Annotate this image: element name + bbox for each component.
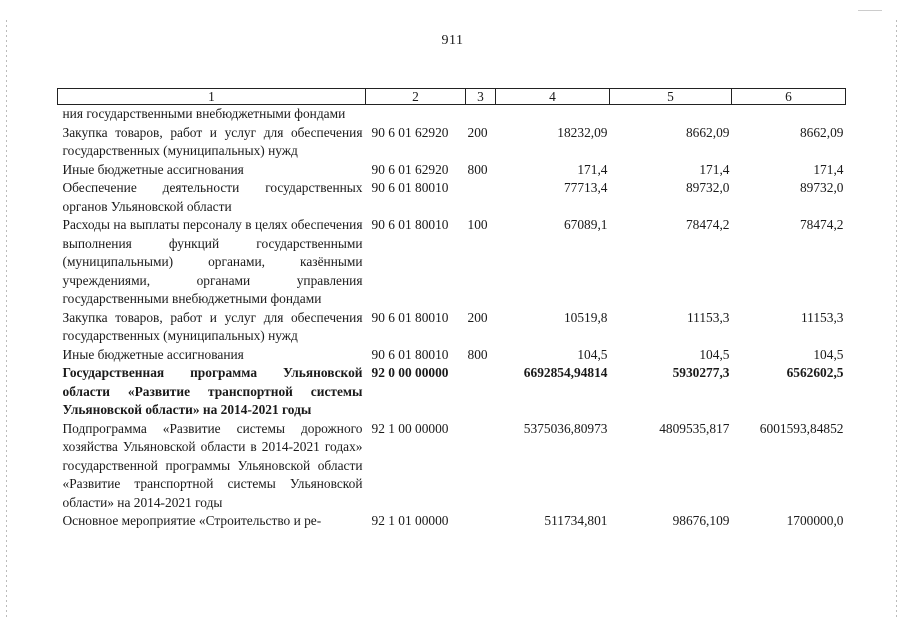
row-code: 90 6 01 62920 <box>371 124 449 140</box>
row-value-3: 8662,09 <box>799 124 844 140</box>
row-vr: 200 <box>467 124 488 140</box>
row-value-1: 18232,09 <box>557 124 608 140</box>
row-value-2: 4809535,817 <box>659 420 730 436</box>
row-name: Основное мероприятие «Строительство и ре- <box>62 513 322 528</box>
table-row <box>58 309 846 346</box>
row-code: 92 1 01 00000 <box>371 513 449 528</box>
row-value-1: 6692854,94814 <box>523 365 608 380</box>
row-code: 90 6 01 62920 <box>371 161 449 177</box>
row-value-2: 8662,09 <box>685 124 730 140</box>
row-value-3: 89732,0 <box>799 180 844 195</box>
page-number: 911 <box>441 33 464 48</box>
column-header-name: 1 <box>58 89 366 105</box>
table-row <box>58 346 846 365</box>
row-value-1: 67089,1 <box>563 217 608 232</box>
row-code: 90 6 01 80010 <box>371 180 449 195</box>
row-value-1: 10519,8 <box>563 309 608 325</box>
row-value-2: 98676,109 <box>672 513 730 528</box>
row-value-3: 1700000,0 <box>786 513 844 528</box>
table-row-program <box>58 364 846 420</box>
row-vr <box>466 420 496 513</box>
row-value-3 <box>732 105 846 124</box>
column-header-code: 2 <box>366 89 466 105</box>
row-value-1 <box>496 105 610 124</box>
row-code: 90 6 01 80010 <box>371 346 449 362</box>
row-code: 90 6 01 80010 <box>371 217 449 232</box>
row-value-2: 171,4 <box>699 161 730 177</box>
table-row <box>58 105 846 124</box>
row-vr <box>466 105 496 124</box>
row-name: Закупка товаров, работ и услуг для обеспечения государственных (муниципальных) нужд <box>62 309 363 343</box>
left-scan-edge <box>6 20 7 620</box>
row-vr: 800 <box>467 346 488 362</box>
row-vr <box>466 364 496 420</box>
row-value-2: 104,5 <box>699 346 730 362</box>
table-row <box>58 161 846 180</box>
table-header-row <box>58 89 846 105</box>
row-value-2 <box>610 105 732 124</box>
row-value-2: 78474,2 <box>685 217 730 232</box>
column-header-year-1: 4 <box>496 89 610 105</box>
row-name: Закупка товаров, работ и услуг для обеспечения государственных (муниципальных) нужд <box>62 124 363 158</box>
row-name: Иные бюджетные ассигнования <box>62 161 244 177</box>
row-name: ния государственными внебюджетными фондами <box>62 106 346 121</box>
row-value-2: 89732,0 <box>685 180 730 195</box>
table-row <box>58 124 846 161</box>
row-value-1: 104,5 <box>577 346 608 362</box>
row-value-3: 6562602,5 <box>786 365 844 380</box>
table-row <box>58 512 846 531</box>
row-name: Иные бюджетные ассигнования <box>62 346 244 362</box>
row-value-3: 11153,3 <box>800 309 844 325</box>
column-header-year-3: 6 <box>732 89 846 105</box>
column-header-year-2: 5 <box>610 89 732 105</box>
row-code: 92 1 00 00000 <box>371 420 449 436</box>
row-vr: 800 <box>467 161 488 177</box>
right-scan-edge <box>896 20 897 620</box>
row-vr: 200 <box>467 309 488 325</box>
row-value-1: 77713,4 <box>563 180 608 195</box>
budget-table <box>57 88 846 531</box>
top-right-scan-mark <box>858 10 882 11</box>
row-value-1: 5375036,80973 <box>523 420 608 436</box>
row-value-3: 78474,2 <box>799 217 844 232</box>
row-value-3: 171,4 <box>813 161 844 177</box>
row-name: Обеспечение деятельности государственных органов Ульяновской области <box>62 180 363 214</box>
row-vr <box>466 512 496 531</box>
row-vr <box>466 179 496 216</box>
row-value-1: 511734,801 <box>544 513 608 528</box>
row-code <box>366 105 466 124</box>
row-value-1: 171,4 <box>577 161 608 177</box>
row-name: Расходы на выплаты персоналу в целях обеспечения выполнения функций государственными (муниципальными) органами, казёнными учреждениями, органами управления государственными внебюджетными фондами <box>62 217 363 306</box>
row-code: 90 6 01 80010 <box>371 309 449 325</box>
table-row <box>58 216 846 309</box>
row-value-2: 11153,3 <box>686 309 730 325</box>
table-row <box>58 179 846 216</box>
row-value-3: 104,5 <box>813 346 844 362</box>
row-code: 92 0 00 00000 <box>371 365 449 380</box>
row-name: Государственная программа Ульяновской области «Развитие транспортной системы Ульяновской области» на 2014-2021 годы <box>62 365 363 417</box>
row-value-3: 6001593,84852 <box>759 420 844 436</box>
row-name: Подпрограмма «Развитие системы дорожного хозяйства Ульяновской области в 2014-2021 годах» государственной программы Ульяновской области «Развитие транспортной системы Ульяновской области» на 2014-2021 годы <box>62 420 363 510</box>
row-vr: 100 <box>467 217 488 232</box>
column-header-vr: 3 <box>466 89 496 105</box>
row-value-2: 5930277,3 <box>672 365 730 380</box>
table-row <box>58 420 846 513</box>
